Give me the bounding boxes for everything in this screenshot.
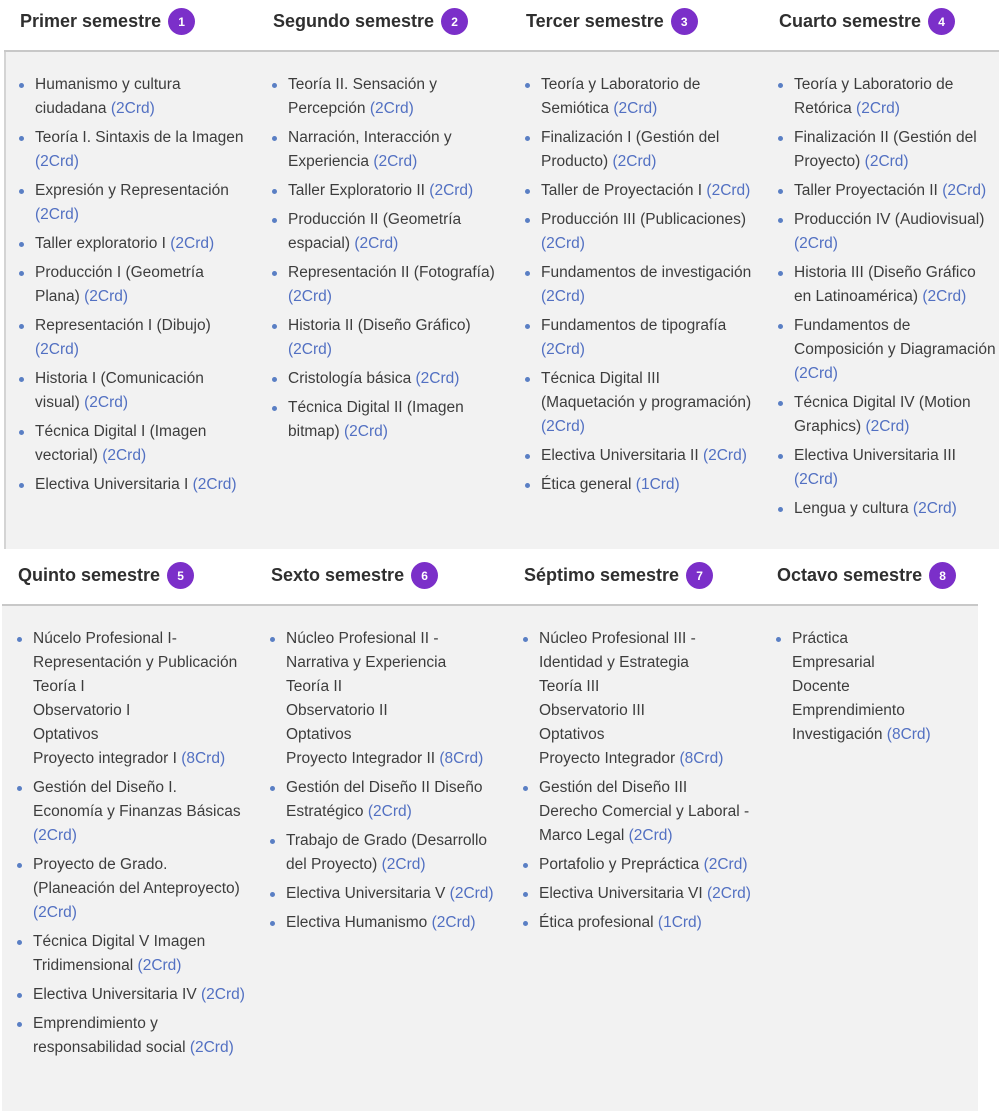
course-name: Taller exploratorio I [35,235,166,252]
course-credits: (2Crd) [33,904,77,921]
course-item [19,126,249,174]
course-credits: (2Crd) [84,288,129,305]
course-name: Proyecto de Grado. (Planeación del Anteproyecto) [33,856,240,897]
semester-8-label: Octavo semestre [777,565,923,585]
course-name: Electiva Universitaria III [794,447,956,464]
course-item [272,396,502,444]
course-credits: (2Crd) [415,370,460,387]
semester-5-title [18,562,194,589]
course-credits: (2Crd) [856,100,900,117]
semester-4-title [779,8,955,35]
course-credits: (2Crd) [922,288,967,305]
course-item [778,314,996,386]
course-credits: (2Crd) [35,341,79,358]
course-name: Representación II (Fotografía) [288,264,495,281]
course-item [17,983,249,1007]
course-name: Electiva Universitaria V [286,885,446,902]
course-credits: (2Crd) [381,856,426,873]
course-item [17,627,249,771]
course-credits: (2Crd) [137,957,182,974]
course-item [525,444,757,468]
body-area-top [4,52,999,549]
semesters-panel-top [4,0,999,549]
course-name: Taller Proyectación II [794,182,938,199]
course-name: Electiva Universitaria II [541,447,699,464]
course-name: Teoría II. Sensación y Percepción [288,76,438,117]
course-credits: (2Crd) [344,423,388,440]
semester-7-label: Séptimo semestre [524,565,680,585]
course-credits: (2Crd) [613,100,658,117]
course-name: Taller de Proyectación I [541,182,703,199]
semester-4-course-list [778,73,996,526]
course-name: Finalización II (Gestión del Proyecto) [794,129,977,170]
course-credits: (2Crd) [703,856,748,873]
course-item [778,497,996,521]
semester-3-badge: 3 [671,8,698,35]
course-name: Portafolio y Prepráctica [539,856,700,873]
course-name: Núcleo Profesional III - Identidad y Estrategia Teoría III Observatorio III Optativos Proyecto Integrador [539,630,696,767]
course-name: Lengua y cultura [794,500,909,517]
course-item [272,314,502,362]
course-credits: (2Crd) [429,182,474,199]
semester-3-course-list [525,73,757,502]
panel-left-border [4,52,6,549]
course-item [525,473,757,497]
course-item [778,179,996,203]
semester-5-label: Quinto semestre [18,565,161,585]
course-name: Taller Exploratorio II [288,182,425,199]
course-credits: (8Crd) [679,750,724,767]
course-name: Ética profesional [539,914,654,931]
semester-7-course-list [523,627,755,940]
semester-7-badge: 7 [686,562,713,589]
course-item [272,73,502,121]
course-item [525,208,757,256]
semester-5-course-list [17,627,249,1065]
course-credits: (1Crd) [657,914,702,931]
course-name: Ética general [541,476,632,493]
course-item [272,179,502,203]
course-item [525,126,757,174]
course-item [525,73,757,121]
semester-4-label: Cuarto semestre [779,11,922,31]
course-credits: (8Crd) [886,726,931,743]
course-name: Teoría y Laboratorio de Retórica [794,76,954,117]
course-credits: (2Crd) [369,100,414,117]
semester-1-label: Primer semestre [20,11,162,31]
course-credits: (2Crd) [84,394,129,411]
course-name: Electiva Universitaria VI [539,885,703,902]
course-item [525,261,757,309]
semester-8-course-list [776,627,956,752]
course-item [523,911,755,935]
course-item [19,473,249,497]
course-name: Técnica Digital V Imagen Tridimensional [33,933,206,974]
semester-4-badge: 4 [928,8,955,35]
course-credits: (8Crd) [181,750,226,767]
course-credits: (2Crd) [706,182,751,199]
course-credits: (2Crd) [628,827,673,844]
semester-1-badge: 1 [168,8,195,35]
course-item [776,627,956,747]
course-credits: (2Crd) [541,418,585,435]
course-item [272,126,502,174]
course-name: Producción II (Geometría espacial) [288,211,462,252]
course-credits: (2Crd) [288,341,332,358]
course-item [272,367,502,391]
course-name: Fundamentos de investigación [541,264,752,281]
course-credits: (2Crd) [794,365,838,382]
course-name: Núcelo Profesional I- Representación y Publicación Teoría I Observatorio I Optativos Proyecto integrador I [33,630,238,767]
course-credits: (2Crd) [865,418,910,435]
semester-3-label: Tercer semestre [526,11,664,31]
course-name: Técnica Digital III (Maquetación y programación) [541,370,752,411]
course-item [272,261,502,309]
course-name: Fundamentos de tipografía [541,317,727,334]
course-item [19,367,249,415]
course-item [778,261,996,309]
course-name: Emprendimiento y responsabilidad social [33,1015,186,1056]
course-name: Gestión del Diseño II Diseño Estratégico [286,779,483,820]
course-credits: (2Crd) [942,182,987,199]
course-item [19,314,249,362]
course-credits: (2Crd) [288,288,332,305]
course-name: Práctica Empresarial Docente Emprendimiento Investigación [792,630,905,743]
course-name: Teoría I. Sintaxis de la Imagen [35,129,244,146]
course-credits: (2Crd) [33,827,77,844]
course-name: Técnica Digital II (Imagen bitmap) [288,399,464,440]
header-row-top [4,0,999,52]
course-credits: (2Crd) [200,986,245,1003]
course-credits: (2Crd) [706,885,751,902]
course-item [778,208,996,256]
course-credits: (2Crd) [35,153,79,170]
course-credits: (2Crd) [794,235,838,252]
semester-1-title [20,8,195,35]
course-credits: (2Crd) [189,1039,234,1056]
semesters-panel-bottom [2,553,978,1111]
course-credits: (2Crd) [541,341,585,358]
course-credits: (2Crd) [702,447,747,464]
course-name: Núcleo Profesional II - Narrativa y Experiencia Teoría II Observatorio II Optativos Proyecto Integrador II [286,630,447,767]
course-credits: (2Crd) [373,153,418,170]
course-name: Expresión y Representación [35,182,229,199]
semester-1-course-list [19,73,249,502]
course-credits: (2Crd) [431,914,476,931]
course-item [270,829,502,877]
course-name: Teoría y Laboratorio de Semiótica [541,76,701,117]
course-item [523,627,755,771]
course-item [270,776,502,824]
course-item [270,882,502,906]
semester-8-badge: 8 [929,562,956,589]
header-row-bottom [2,553,978,606]
course-item [19,179,249,227]
semester-2-title [273,8,468,35]
semester-2-course-list [272,73,502,449]
semester-6-title [271,562,438,589]
course-item [525,179,757,203]
course-item [19,232,249,256]
course-item [272,208,502,256]
course-credits: (2Crd) [110,100,155,117]
course-item [270,911,502,935]
course-name: Cristología básica [288,370,412,387]
semester-2-label: Segundo semestre [273,11,435,31]
course-credits: (2Crd) [541,235,585,252]
course-item [778,391,996,439]
course-name: Historia II (Diseño Gráfico) [288,317,471,334]
course-item [778,126,996,174]
course-item [523,776,755,848]
course-name: Humanismo y cultura ciudadana [35,76,181,117]
course-item [270,627,502,771]
course-name: Producción I (Geometría Plana) [35,264,204,305]
course-name: Historia III (Diseño Gráfico en Latinoamérica) [794,264,976,305]
course-item [19,261,249,309]
course-item [17,853,249,925]
course-credits: (8Crd) [439,750,484,767]
course-name: Historia I (Comunicación visual) [35,370,204,411]
body-area-bottom [2,606,978,1111]
course-item [17,1012,249,1060]
course-item [17,776,249,848]
course-credits: (2Crd) [367,803,412,820]
course-credits: (2Crd) [102,447,147,464]
course-credits: (2Crd) [912,500,957,517]
course-name: Producción IV (Audiovisual) [794,211,985,228]
course-item [17,930,249,978]
course-credits: (2Crd) [35,206,79,223]
course-name: Gestión del Diseño III Derecho Comercial y Laboral - Marco Legal [539,779,750,844]
course-credits: (2Crd) [354,235,399,252]
course-item [19,73,249,121]
course-name: Técnica Digital I (Imagen vectorial) [35,423,207,464]
course-name: Electiva Humanismo [286,914,428,931]
course-name: Narración, Interacción y Experiencia [288,129,452,170]
semester-5-badge: 5 [167,562,194,589]
course-credits: (2Crd) [541,288,585,305]
course-name: Gestión del Diseño I. Economía y Finanzas Básicas [33,779,241,820]
course-name: Fundamentos de Composición y Diagramación [794,317,996,358]
course-name: Electiva Universitaria IV [33,986,197,1003]
course-item [778,444,996,492]
course-item [525,314,757,362]
course-item [525,367,757,439]
course-item [523,882,755,906]
semester-6-course-list [270,627,502,940]
course-credits: (2Crd) [794,471,838,488]
course-name: Técnica Digital IV (Motion Graphics) [794,394,971,435]
course-item [19,420,249,468]
semester-3-title [526,8,698,35]
semester-6-label: Sexto semestre [271,565,405,585]
semester-8-title [777,562,956,589]
course-credits: (2Crd) [612,153,657,170]
course-name: Finalización I (Gestión del Producto) [541,129,720,170]
course-item [523,853,755,877]
course-item [778,73,996,121]
course-name: Electiva Universitaria I [35,476,189,493]
course-credits: (2Crd) [864,153,909,170]
course-credits: (2Crd) [449,885,494,902]
course-name: Representación I (Dibujo) [35,317,211,334]
course-name: Trabajo de Grado (Desarrollo del Proyecto) [286,832,488,873]
semester-6-badge: 6 [411,562,438,589]
course-credits: (2Crd) [170,235,215,252]
course-credits: (2Crd) [192,476,237,493]
semester-7-title [524,562,713,589]
course-credits: (1Crd) [635,476,680,493]
course-name: Producción III (Publicaciones) [541,211,747,228]
semester-2-badge: 2 [441,8,468,35]
